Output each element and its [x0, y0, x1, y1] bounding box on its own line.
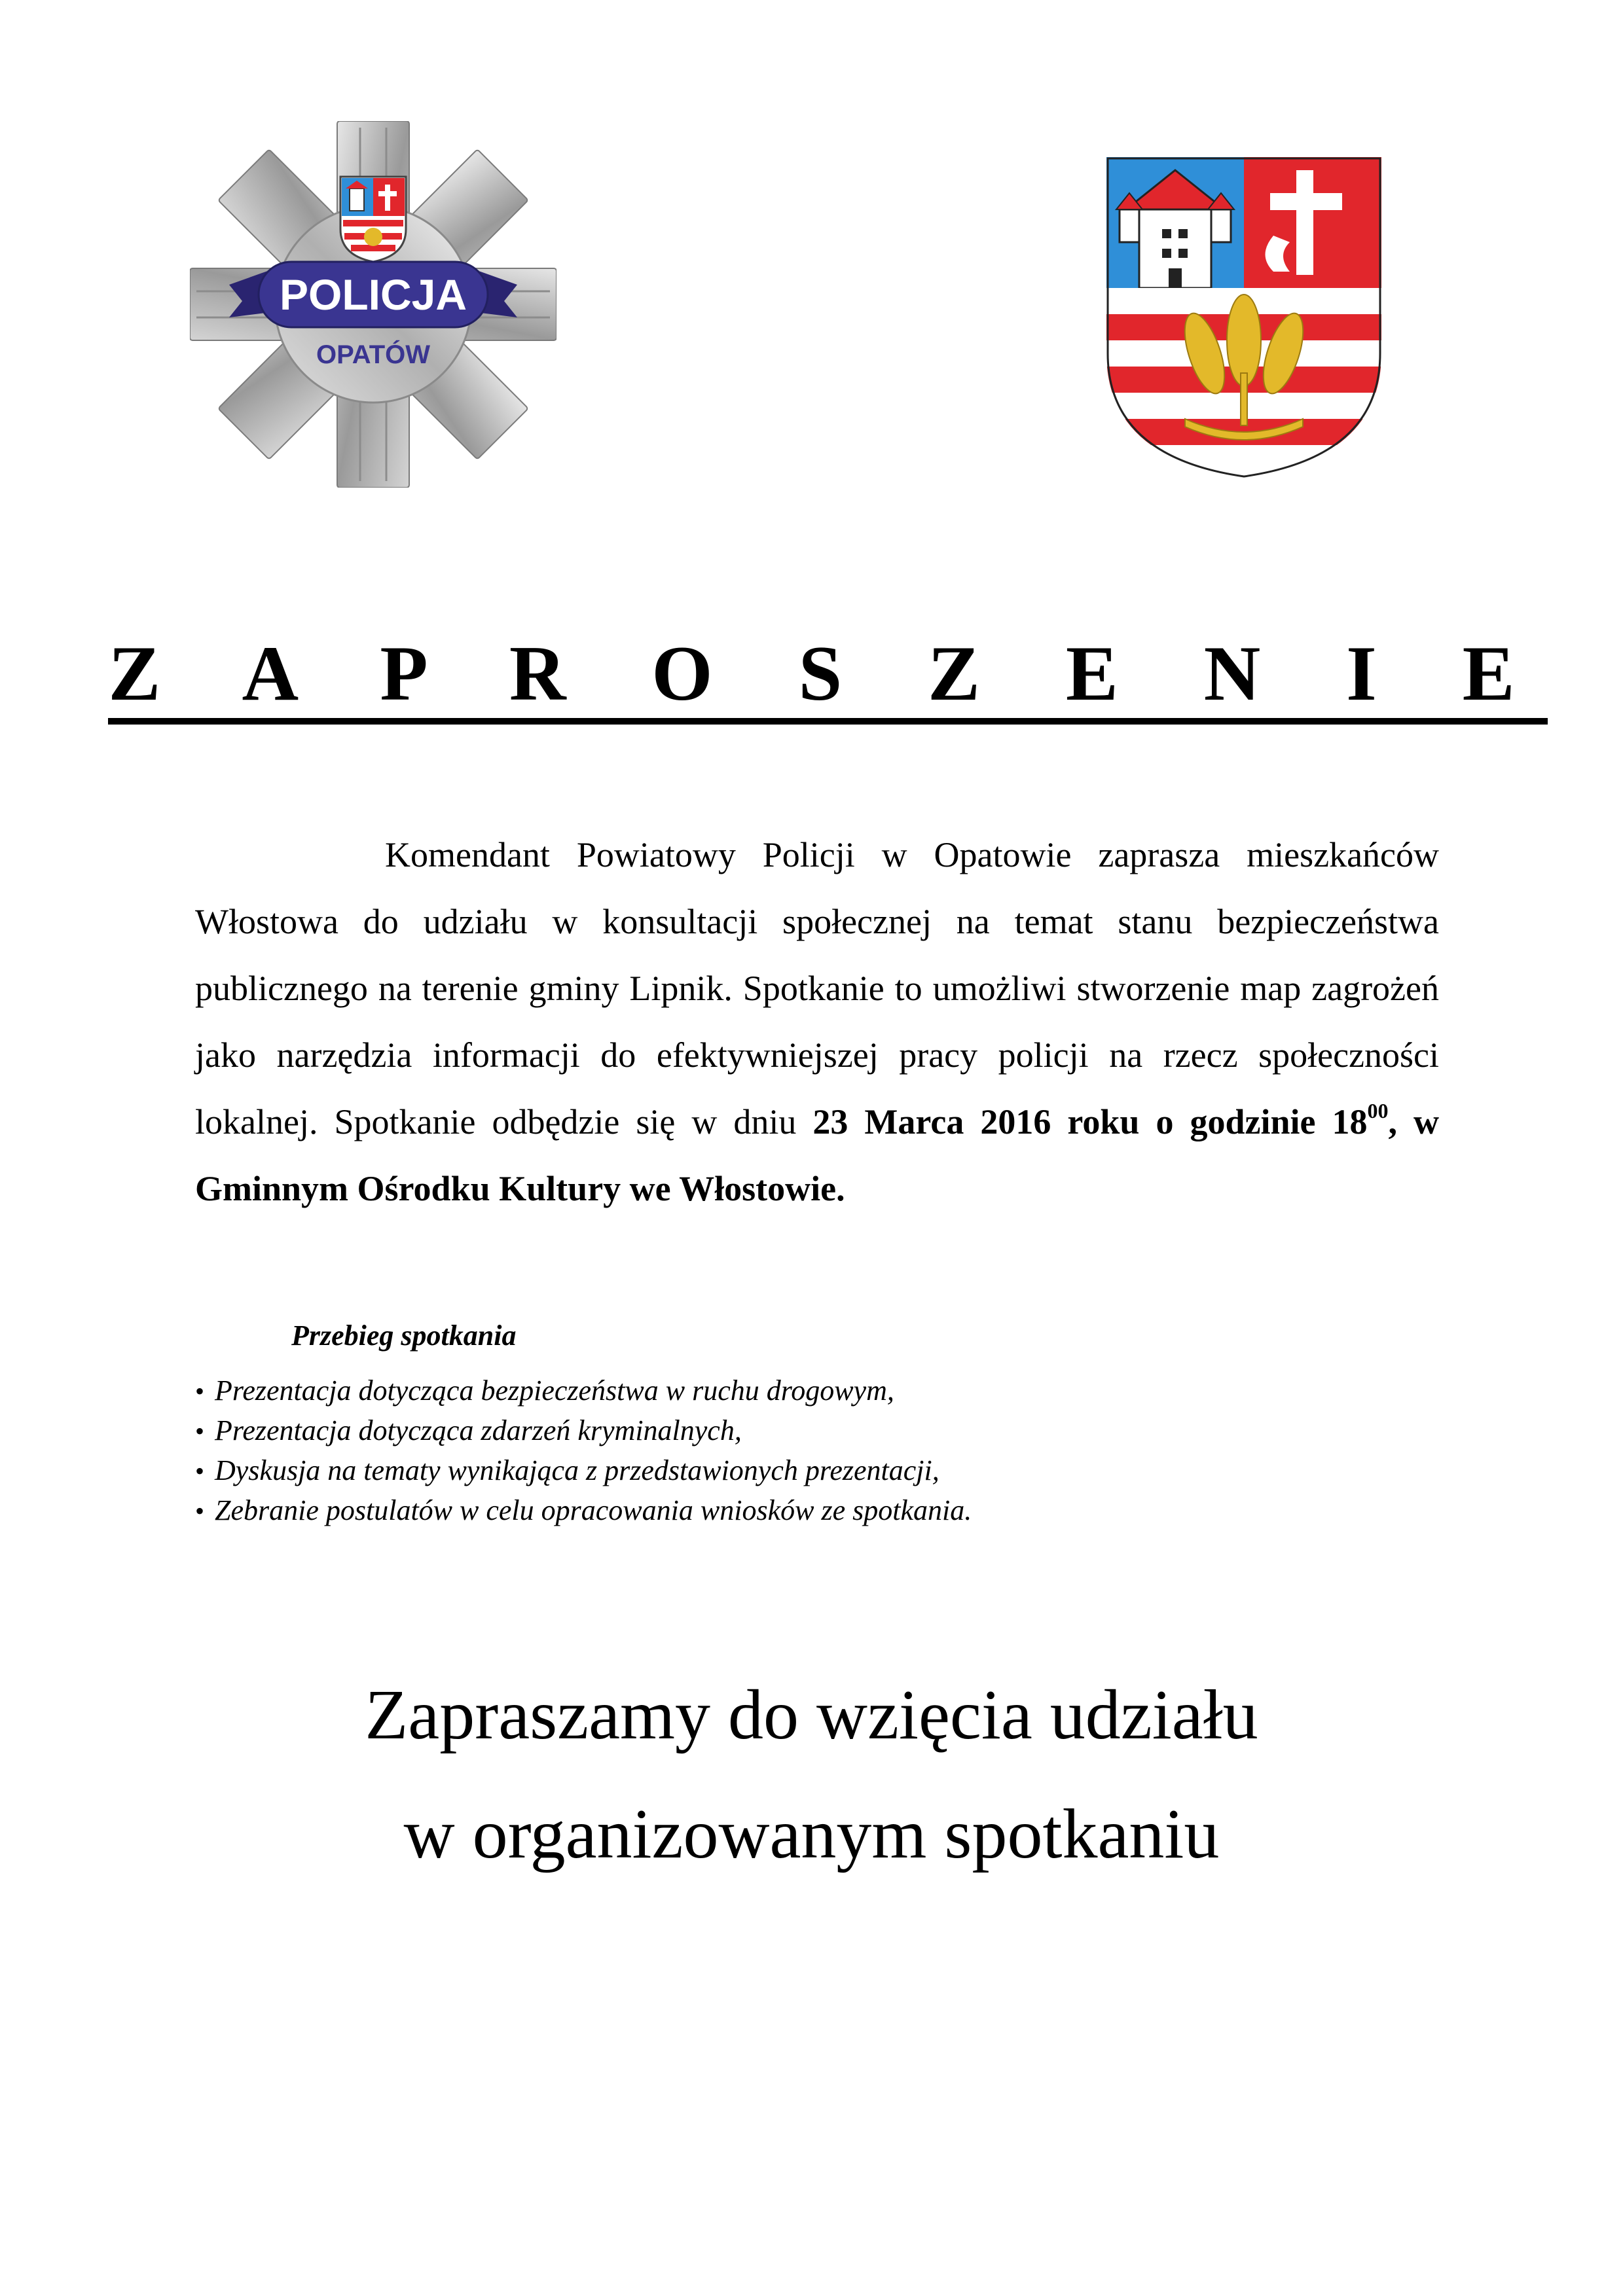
agenda-title: Przebieg spotkania	[291, 1319, 517, 1352]
invitation-body	[195, 821, 1439, 1222]
list-item: • Dyskusja na tematy wynikająca z przedstawionych prezentacji,	[195, 1451, 972, 1491]
agenda-list	[195, 1371, 972, 1531]
police-logo-text: POLICJA	[279, 270, 467, 319]
police-logo-subtext: OPATÓW	[316, 340, 431, 369]
closing-message	[0, 1656, 1623, 1894]
list-item: • Zebranie postulatów w celu opracowania wniosków ze spotkania.	[195, 1491, 972, 1531]
bullet-icon: •	[195, 1376, 205, 1406]
bullet-icon: •	[195, 1416, 205, 1446]
list-item: • Prezentacja dotycząca bezpieczeństwa w ruchu drogowym,	[195, 1371, 972, 1411]
police-star-logo	[190, 121, 556, 488]
bullet-icon: •	[195, 1496, 205, 1526]
body-date: 23 Marca 2016 roku o godzinie 18	[812, 1102, 1368, 1141]
list-item: • Prezentacja dotycząca zdarzeń kryminalnych,	[195, 1411, 972, 1451]
body-hour-minutes: 00	[1367, 1099, 1389, 1122]
bullet-icon: •	[195, 1456, 205, 1486]
page-title: Z A P R O S Z E N I E	[0, 628, 1623, 719]
closing-line-1: Zapraszamy do wzięcia udziału	[365, 1676, 1258, 1754]
coat-of-arms-logo	[1106, 157, 1381, 478]
body-place: , w Gminnym Ośrodku Kultury we Włostowie.	[195, 1102, 1439, 1208]
body-text-main: Komendant Powiatowy Policji w Opatowie zaprasza mieszkańców Włostowa do udziału w konsultacji społecznej na temat stanu bezpieczeństwa publicznego na terenie gminy Lipnik. Spotkanie to umożliwi stworzenie map zagrożeń jako narzędzia informacji do efektywniejszej pracy policji na rzecz społeczności lokalnej. Spotkanie odbędzie się w dniu	[195, 835, 1439, 1141]
closing-line-2: w organizowanym spotkaniu	[403, 1795, 1220, 1873]
